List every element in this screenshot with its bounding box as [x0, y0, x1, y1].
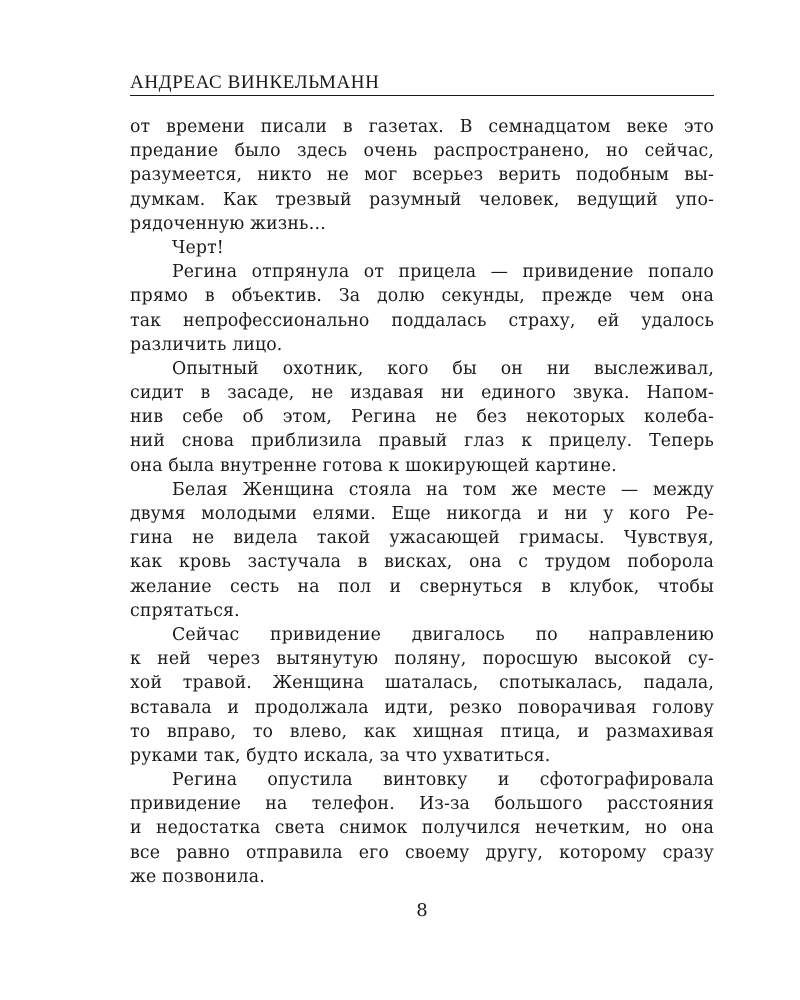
text-line: все равно отправила его своему другу, которому сразу	[130, 842, 714, 863]
text-line: привидение на телефон. Из-за большого расстояния	[130, 794, 714, 815]
text-line: сидит в засаде, не издавая ни единого звука. Напом-	[130, 383, 714, 404]
text-line: нив себе об этом, Регина не без некоторых колеба-	[130, 407, 714, 428]
text-line: хой травой. Женщина шаталась, спотыкалась, падала,	[130, 673, 714, 694]
text-line: желание сесть на пол и свернуться в клубок, чтобы	[130, 576, 714, 597]
text-line: Сейчас привидение двигалось по направлению	[172, 624, 714, 645]
page-number: 8	[416, 900, 428, 921]
text-line: она была внутренне готова к шокирующей картине.	[130, 455, 617, 476]
text-line: к ней через вытянутую поляну, поросшую высокой су-	[130, 649, 714, 670]
text-line: спрятаться.	[130, 600, 240, 621]
text-line: гина не видела такой ужасающей гримасы. Чувствуя,	[130, 528, 714, 549]
running-head-author: АНДРЕАС ВИНКЕЛЬМАНН	[130, 72, 714, 96]
text-line: ний снова приблизила правый глаз к прицелу. Теперь	[130, 431, 714, 452]
text-line: различить лицо.	[130, 334, 283, 355]
text-line: думкам. Как трезвый разумный человек, ведущий упо-	[130, 189, 714, 210]
text-line: предание было здесь очень распространено, но сейчас,	[130, 141, 714, 162]
text-line: так непрофессионально поддалась страху, ей удалось	[130, 310, 714, 331]
text-line: Белая Женщина стояла на том же месте — между	[172, 479, 714, 500]
text-line: прямо в объектив. За долю секунды, прежде чем она	[130, 286, 714, 307]
text-line: и недостатка света снимок получился нечетким, но она	[130, 818, 714, 839]
text-line: то вправо, то влево, как хищная птица, и размахивая	[130, 721, 714, 742]
text-line: же позвонила.	[130, 866, 265, 887]
text-line: Регина опустила винтовку и сфотографировала	[172, 770, 714, 791]
body-text	[130, 115, 714, 889]
text-line: Черт!	[172, 237, 224, 258]
text-line: вставала и продолжала идти, резко поворачивая голову	[130, 697, 714, 718]
text-line: руками так, будто искала, за что ухватиться.	[130, 745, 551, 766]
text-line: разумеется, никто не мог всерьез верить подобным вы-	[130, 165, 714, 186]
text-line: от времени писали в газетах. В семнадцатом веке это	[130, 117, 714, 137]
text-line: как кровь застучала в висках, она с трудом поборола	[130, 552, 714, 573]
text-line: Регина отпрянула от прицела — привидение попало	[172, 262, 714, 283]
text-line: рядоченную жизнь…	[130, 213, 327, 234]
text-line: Опытный охотник, кого бы он ни выслеживал,	[172, 358, 714, 379]
text-line: двумя молодыми елями. Еще никогда и ни у кого Ре-	[130, 504, 714, 524]
